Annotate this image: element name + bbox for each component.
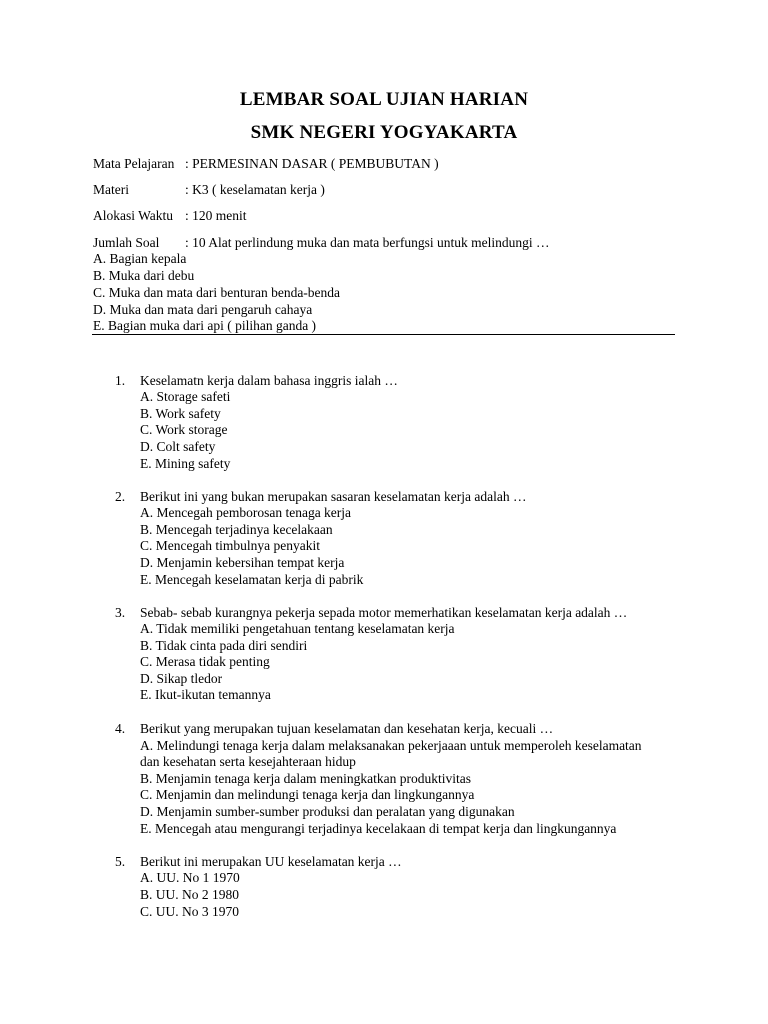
answer-option: A. UU. No 1 1970	[140, 870, 240, 885]
info-label: Alokasi Waktu	[93, 208, 174, 223]
question-text: Sebab- sebab kurangnya pekerja sepada motor memerhatikan keselamatan kerja adalah …	[140, 605, 628, 620]
exam-title: LEMBAR SOAL UJIAN HARIAN	[239, 89, 529, 110]
info-row-duration	[93, 207, 247, 224]
info-value: : PERMESINAN DASAR ( PEMBUBUTAN )	[185, 156, 439, 171]
answer-option: D. Sikap tledor	[140, 671, 223, 686]
answer-option: B. Work safety	[140, 406, 221, 421]
intro-option: C. Muka dan mata dari benturan benda-benda	[93, 285, 341, 300]
info-value: : 10 Alat perlindung muka dan mata berfungsi untuk melindungi …	[185, 235, 550, 250]
question-number: 5.	[115, 854, 126, 869]
question-number: 4.	[115, 721, 126, 736]
question-number: 1.	[115, 373, 126, 388]
answer-option: B. Tidak cinta pada diri sendiri	[140, 638, 308, 653]
info-row-subject	[93, 155, 439, 172]
answer-option: E. Mining safety	[140, 456, 231, 471]
answer-option: A. Mencegah pemborosan tenaga kerja	[140, 505, 352, 520]
question-number: 3.	[115, 605, 126, 620]
info-value: : 120 menit	[185, 208, 247, 223]
answer-option: B. Mencegah terjadinya kecelakaan	[140, 522, 333, 537]
question-text: Berikut ini merupakan UU keselamatan kerja …	[140, 854, 402, 869]
answer-option-continuation: dan kesehatan serta kesejahteraan hidup	[140, 754, 356, 769]
intro-option: D. Muka dan mata dari pengaruh cahaya	[93, 302, 313, 317]
answer-option: A. Melindungi tenaga kerja dalam melaksanakan pekerjaaan untuk memperoleh keselamatan	[140, 738, 642, 753]
info-value: : K3 ( keselamatan kerja )	[185, 182, 325, 197]
question-text: Berikut yang merupakan tujuan keselamatan dan kesehatan kerja, kecuali …	[140, 721, 554, 736]
question-text: Keselamatn kerja dalam bahasa inggris ialah …	[140, 373, 398, 388]
answer-option: C. Menjamin dan melindungi tenaga kerja dan lingkungannya	[140, 787, 475, 802]
answer-option: A. Storage safeti	[140, 389, 231, 404]
info-label: Materi	[93, 182, 129, 197]
answer-option: B. Menjamin tenaga kerja dalam meningkatkan produktivitas	[140, 771, 472, 786]
answer-option: A. Tidak memiliki pengetahuan tentang keselamatan kerja	[140, 621, 455, 636]
info-row-material	[93, 181, 325, 198]
question-number: 2.	[115, 489, 126, 504]
answer-option: C. Mencegah timbulnya penyakit	[140, 538, 320, 553]
intro-option: A. Bagian kepala	[93, 251, 187, 266]
header-divider	[92, 334, 675, 335]
school-name: SMK NEGERI YOGYAKARTA	[250, 122, 518, 143]
answer-option: E. Mencegah atau mengurangi terjadinya kecelakaan di tempat kerja dan lingkungannya	[140, 821, 617, 836]
answer-option: E. Ikut-ikutan temannya	[140, 687, 271, 702]
answer-option: B. UU. No 2 1980	[140, 887, 240, 902]
answer-option: E. Mencegah keselamatan kerja di pabrik	[140, 572, 364, 587]
intro-option: B. Muka dari debu	[93, 268, 195, 283]
answer-option: C. UU. No 3 1970	[140, 904, 240, 919]
intro-option: E. Bagian muka dari api ( pilihan ganda )	[93, 318, 317, 333]
question-text: Berikut ini yang bukan merupakan sasaran keselamatan kerja adalah …	[140, 489, 527, 504]
info-row-question-count	[93, 234, 549, 251]
answer-option: D. Menjamin kebersihan tempat kerja	[140, 555, 345, 570]
answer-option: C. Merasa tidak penting	[140, 654, 270, 669]
answer-option: D. Menjamin sumber-sumber produksi dan peralatan yang digunakan	[140, 804, 515, 819]
answer-option: C. Work storage	[140, 422, 228, 437]
info-label: Jumlah Soal	[93, 235, 160, 250]
info-label: Mata Pelajaran	[93, 156, 175, 171]
answer-option: D. Colt safety	[140, 439, 216, 454]
